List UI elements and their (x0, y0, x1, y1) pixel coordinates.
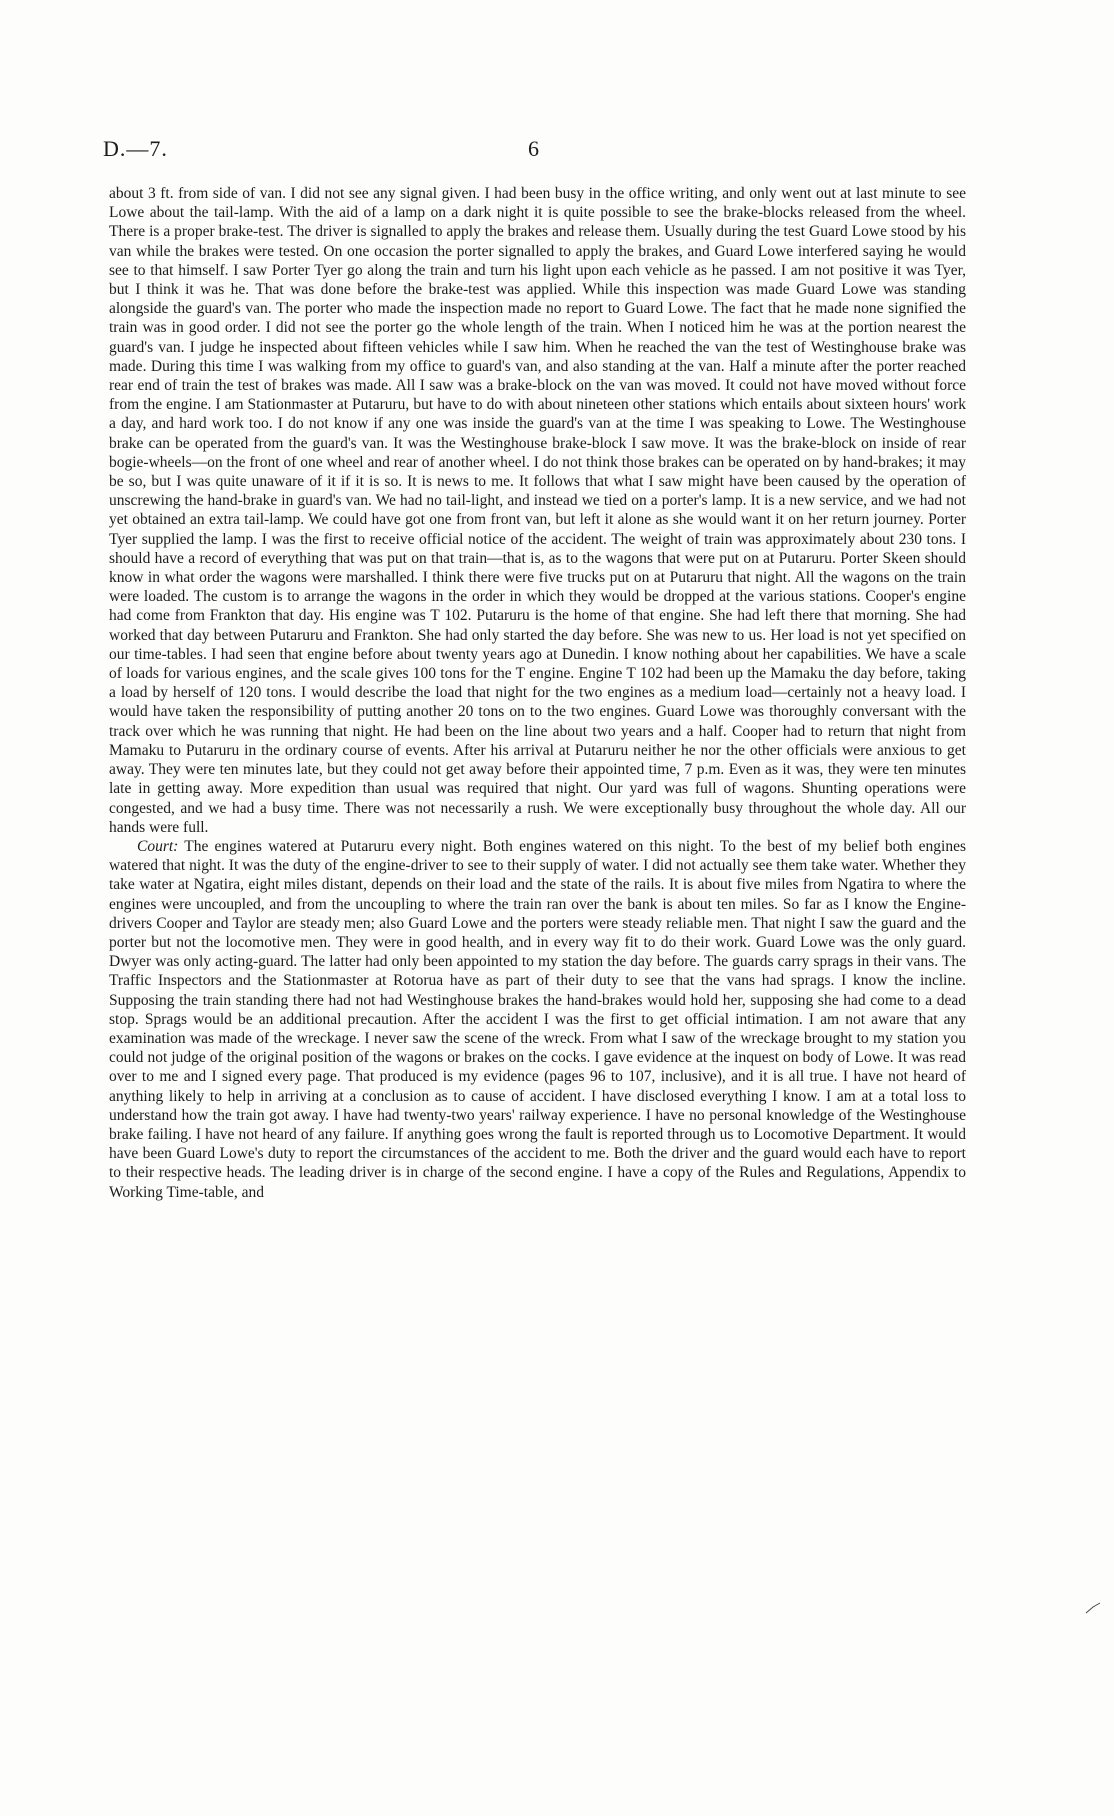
evidence-paragraph (109, 184, 966, 837)
document-body (109, 184, 966, 1202)
document-code: D.—7. (103, 136, 168, 161)
paragraph-text: about 3 ft. from side of van. I did not see any signal given. I had been busy in the office writing, and only went out at last minute to see Lowe about the tail-lamp. With the aid of a lamp on a dark night it is quite possible to see the brake-blocks released from the wheel. There is a proper brake-test. The driver is signalled to apply the brakes and release them. Usually during the test Guard Lowe stood by his van while the brakes were tested. On one occasion the porter signalled to apply the brakes, and Guard Lowe interfered saying he would see to that himself. I saw Porter Tyer go along the train and turn his light upon each vehicle as he passed. I am not positive it was Tyer, but I think it was he. That was done before the brake-test was applied. While this inspection was made Guard Lowe was standing alongside the guard's van. The porter who made the inspection made no report to Guard Lowe. The fact that he made none signified the train was in good order. I did not see the porter go the whole length of the train. When I noticed him he was at the portion nearest the guard's van. I judge he inspected about fifteen vehicles while I saw him. When he reached the van the test of Westinghouse brake was made. During this time I was walking from my office to guard's van, and also standing at the van. Half a minute after the porter reached rear end of train the test of brakes was made. All I saw was a brake-block on the van was moved. It could not have moved without force from the engine. I am Stationmaster at Putaruru, but have to do with about nineteen other stations which entails about sixteen hours' work a day, and hard work too. I do not know if any one was inside the guard's van at the time I was speaking to Lowe. The Westinghouse brake can be operated from the guard's van. It was the Westinghouse brake-block I saw move. It was the brake-block on inside of rear bogie-wheels—on the front of one wheel and rear of another wheel. I do not think those brakes can be operated on by hand-brakes; it may be so, but I was quite unaware of it if it is so. It is news to me. It follows that what I saw might have been caused by the operation of unscrewing the hand-brake in guard's van. We had no tail-light, and instead we tied on a porter's lamp. It is a new service, and we had not yet obtained an extra tail-lamp. We could have got one from front van, but left it alone as she would want it on her return journey. Porter Tyer supplied the lamp. I was the first to receive official notice of the accident. The weight of train was approximately about 230 tons. I should have a record of everything that was put on that train—that is, as to the wagons that were put on at Putaruru. Porter Skeen should know in what order the wagons were marshalled. I think there were five trucks put on at Putaruru that night. All the wagons on the train were loaded. The custom is to arrange the wagons in the order in which they would be dropped at the various stations. Cooper's engine had come from Frankton that day. His engine was T 102. Putaruru is the home of that engine. She had left there that morning. She had worked that day between Putaruru and Frankton. She had only started the day before. She was new to us. Her load is not yet specified on our time-tables. I had seen that engine before about twenty years ago at Dunedin. I know nothing about her capabilities. We have a scale of loads for various engines, and the scale gives 100 tons for the T engine. Engine T 102 had been up the Mamaku the day before, taking a load by herself of 120 tons. I would describe the load that night for the two engines as a medium load—certainly not a heavy load. I would have taken the responsibility of putting another 20 tons on to the two engines. Guard Lowe was thoroughly conversant with the track over which he was running that night. He had been on the line about two years and a half. Cooper had to return that night from Mamaku to Putaruru in the ordinary course of events. After his arrival at Putaruru neither he nor the other officials were anxious to get away. They were ten minutes late, but they could not get away before their appointed time, 7 p.m. Even as it was, they were ten minutes late in getting away. More expedition than usual was required that night. Our yard was full of wagons. Shunting operations were congested, and we had a busy time. There was not necessarily a rush. We were exceptionally busy throughout the whole day. All our hands were full. (109, 185, 966, 836)
speaker-label: Court: (137, 837, 179, 855)
paragraph-text: The engines watered at Putaruru every night. Both engines watered on this night. To the best of my belief both engines watered that night. It was the duty of the engine-driver to see to their supply of water. I did not actually see them take water. Whether they take water at Ngatira, eight miles distant, depends on their load and the state of the rails. It is about five miles from Ngatira to where the engines were uncoupled, and from the uncoupling to where the train ran over the bank is about ten miles. So far as I know the Engine-drivers Cooper and Taylor are steady men; also Guard Lowe and the porters were steady reliable men. That night I saw the guard and the porter but not the locomotive men. They were in good health, and in every way fit to do their work. Guard Lowe was the only guard. Dwyer was only acting-guard. The latter had only been appointed to my station the day before. The guards carry sprags in their vans. The Traffic Inspectors and the Stationmaster at Rotorua have as part of their duty to see that the vans had sprags. I know the incline. Supposing the train standing there had not had Westinghouse brakes the hand-brakes would hold her, supposing she had come to a dead stop. Sprags would be an additional precaution. After the accident I was the first to get official intimation. I am not aware that any examination was made of the wreckage. I never saw the scene of the wreck. From what I saw of the wreckage brought to my station you could not judge of the original position of the wagons or brakes on the cocks. I gave evidence at the inquest on body of Lowe. It was read over to me and I signed every page. That produced is my evidence (pages 96 to 107, inclusive), and it is all true. I have not heard of anything likely to help in arriving at a conclusion as to cause of accident. I have disclosed everything I know. I am at a total loss to understand how the train got away. I have had twenty-two years' railway experience. I have no personal knowledge of the Westinghouse brake failing. I have not heard of any failure. If anything goes wrong the fault is reported through us to Locomotive Department. It would have been Guard Lowe's duty to report the circumstances of the accident to me. Both the driver and the guard would each have to report to their respective heads. The leading driver is in charge of the second engine. I have a copy of the Rules and Regulations, Appendix to Working Time-table, and (109, 837, 966, 1201)
page-number: 6 (528, 136, 539, 161)
pencil-tick-mark-icon (1085, 1602, 1101, 1614)
page-header (103, 136, 973, 166)
court-paragraph (109, 837, 966, 1202)
